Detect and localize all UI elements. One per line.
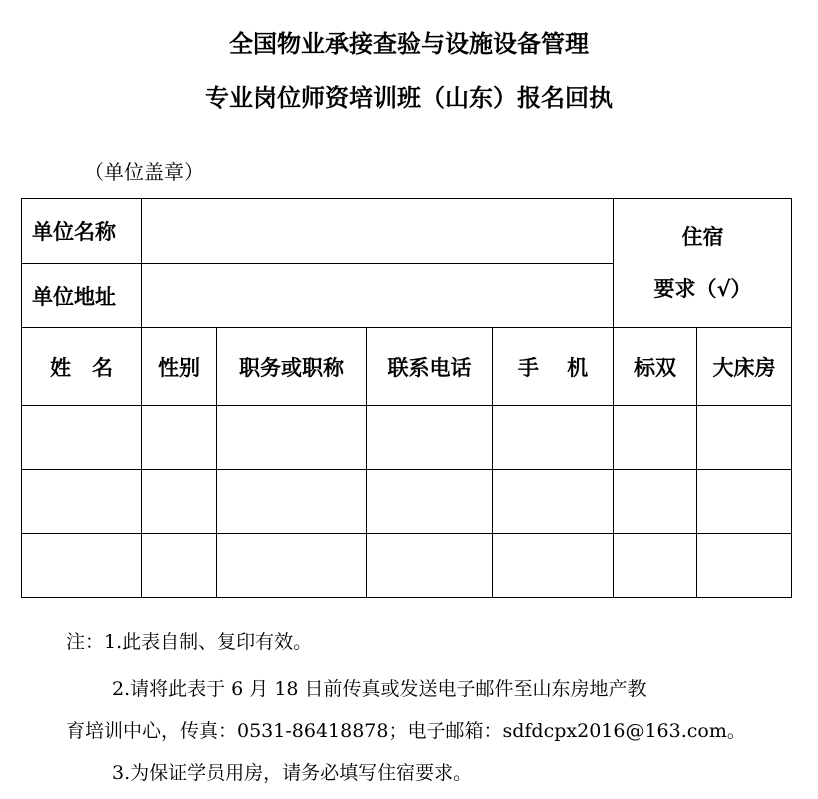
note-1: 注：1.此表自制、复印有效。 (66, 631, 313, 653)
double-bed-room-cell[interactable] (697, 534, 792, 598)
unit-address-label: 单位地址 (22, 264, 142, 328)
form-title-line2: 专业岗位师资培训班（山东）报名回执 (205, 84, 613, 112)
header-name: 姓 名 (22, 328, 142, 406)
position-cell[interactable] (217, 406, 367, 470)
double-bed-room-cell[interactable] (697, 470, 792, 534)
note-3: 3.为保证学员用房，请务必填写住宿要求。 (112, 762, 473, 784)
stay-label-line1: 住宿 (681, 225, 724, 249)
note-2-line2: 育培训中心，传真：0531-86418878；电子邮箱：sdfdcpx2016@163.com。 (66, 720, 746, 742)
name-cell[interactable] (22, 534, 142, 598)
header-double-bed-room: 大床房 (697, 328, 792, 406)
note-2-line1: 2.请将此表于 6 月 18 日前传真或发送电子邮件至山东房地产教 (112, 678, 647, 700)
phone-cell[interactable] (367, 470, 493, 534)
unit-address-field[interactable] (142, 264, 614, 328)
table-row (22, 470, 792, 534)
twin-room-cell[interactable] (614, 406, 697, 470)
mobile-cell[interactable] (493, 470, 614, 534)
position-cell[interactable] (217, 534, 367, 598)
header-phone: 联系电话 (367, 328, 493, 406)
accommodation-requirement-label (614, 199, 792, 328)
unit-name-field[interactable] (142, 199, 614, 264)
double-bed-room-cell[interactable] (697, 406, 792, 470)
phone-cell[interactable] (367, 406, 493, 470)
twin-room-cell[interactable] (614, 470, 697, 534)
unit-name-label: 单位名称 (22, 199, 142, 264)
stay-label-line2: 要求（√） (653, 277, 752, 301)
name-cell[interactable] (22, 470, 142, 534)
table-row (22, 406, 792, 470)
header-mobile: 手 机 (493, 328, 614, 406)
position-cell[interactable] (217, 470, 367, 534)
registration-table (21, 198, 792, 598)
gender-cell[interactable] (142, 406, 217, 470)
mobile-cell[interactable] (493, 406, 614, 470)
mobile-cell[interactable] (493, 534, 614, 598)
phone-cell[interactable] (367, 534, 493, 598)
unit-stamp-label: （单位盖章） (84, 160, 204, 184)
gender-cell[interactable] (142, 534, 217, 598)
twin-room-cell[interactable] (614, 534, 697, 598)
name-cell[interactable] (22, 406, 142, 470)
header-twin-room: 标双 (614, 328, 697, 406)
form-title-line1: 全国物业承接查验与设施设备管理 (229, 30, 589, 58)
header-gender: 性别 (142, 328, 217, 406)
table-row (22, 534, 792, 598)
header-position: 职务或职称 (217, 328, 367, 406)
gender-cell[interactable] (142, 470, 217, 534)
